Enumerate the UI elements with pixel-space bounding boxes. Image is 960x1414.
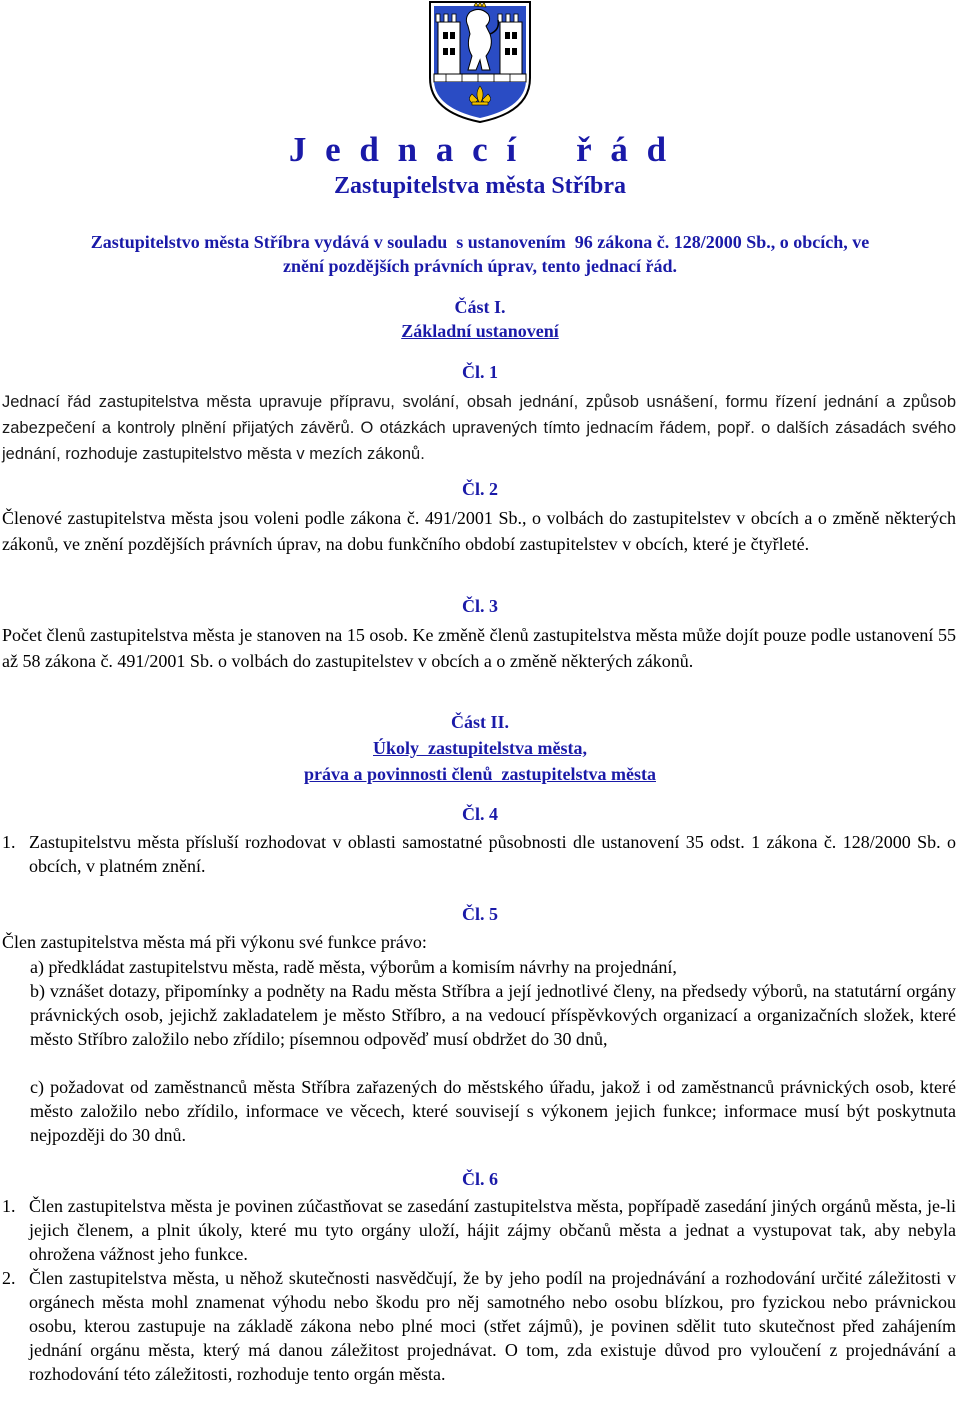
article-3-text: Počet členů zastupitelstva města je stanoven na 15 osob. Ke změně členů zastupitelstva města může dojít pouze podle ustanovení 55 až 58 zákona č. 491/2001 Sb. o volbách do zastupitelstev v obcích a o změně některých zákonů. (2, 625, 956, 671)
article-5-point-b: b) vznášet dotazy, připomínky a podněty na Radu města Stříbra a její jednotlivé členy, na předsedy výborů, na statutární orgány právnických osob, jejichž zakladatelem je město Stříbro, a na vedoucí příspěvkových organizací a organizačních složek, které město Stříbro založilo nebo zřídilo; písemnou odpověď musí obdržet do 30 dnů, (30, 981, 956, 1049)
article-5-point-a: a) předkládat zastupitelstvu města, radě města, výborům a komisím návrhy na projednání, (30, 957, 677, 977)
intro-paragraph (0, 230, 960, 278)
article-3-label: Čl. 3 (462, 596, 498, 616)
part-2-label: Část II. (450, 712, 509, 732)
item-number: 2. (2, 1268, 16, 1288)
item-number: 1. (2, 1196, 16, 1216)
article-1-label: Čl. 1 (462, 362, 498, 382)
article-5-lead: Člen zastupitelstva města má při výkonu své funkce právo: (2, 932, 427, 952)
item-text: Člen zastupitelstva města je povinen zúčastňovat se zasedání zastupitelstva města, popřípadě zasedání jiných orgánů města, je-li jejich členem, a plnit úkoly, které mu tyto orgány uloží, hájit zájmy občanů města a jednat a vystupovat tak, aby nebyla ohrožena vážnost jeho funkce. (29, 1196, 956, 1264)
document-subtitle: Zastupitelstva města Stříbra (334, 173, 626, 199)
article-2-label: Čl. 2 (462, 479, 498, 499)
part-1-label: Část I. (454, 297, 506, 317)
article-4-label: Čl. 4 (462, 804, 498, 824)
article-6-label: Čl. 6 (462, 1169, 498, 1189)
part-2-title-line-2: práva a povinnosti členů zastupitelstva města (303, 764, 656, 784)
item-text: Člen zastupitelstva města, u něhož skutečnosti nasvědčují, že by jeho podíl na projednávání a rozhodování určité záležitosti v orgánech města mohl znamenat výhodu nebo škodu pro něj samotného nebo osobu blízkou, pro fyzickou nebo právnickou osobu, kterou zastupuje na základě zákona nebo plné moci (střet zájmů), je povinen sdělit tuto skutečnost před zahájením jednání orgánu města, který má danou záležitost projednávat. O tom, zda existuje důvod pro vyloučení z projednávání a rozhodování této záležitosti, rozhoduje tento orgán města. (29, 1268, 956, 1384)
item-text: Zastupitelstvu města přísluší rozhodovat v oblasti samostatné působnosti dle ustanovení 35 odst. 1 zákona č. 128/2000 Sb. o obcích, v platném znění. (29, 832, 956, 876)
article-6-item-2 (2, 1266, 956, 1386)
document-title: J e d n a c í ř á d (288, 130, 672, 169)
article-5-label: Čl. 5 (462, 904, 498, 924)
item-number: 1. (2, 832, 16, 852)
article-4-item-1 (2, 830, 956, 878)
part-1-title: Základní ustanovení (401, 321, 559, 341)
part-2-title-line-1: Úkoly zastupitelstva města, (373, 738, 587, 758)
intro-line-1: Zastupitelstvo města Stříbra vydává v souladu s ustanovením 96 zákona č. 128/2000 Sb., o obcích, ve (90, 232, 870, 252)
intro-line-2: znění pozdějších právních úprav, tento jednací řád. (282, 256, 677, 276)
article-5-point-c: c) požadovat od zaměstnanců města Stříbra zařazených do městského úřadu, jakož i od zaměstnanců právnických osob, které město založilo nebo zřídilo, informace ve věcech, které souvisejí s výkonem jejich funkce; informace musí být poskytnuta nejpozději do 30 dnů. (30, 1077, 956, 1145)
article-6-item-1 (2, 1194, 956, 1266)
city-coat-of-arms-icon (428, 0, 532, 124)
article-1-text: Jednací řád zastupitelstva města upravuje přípravu, svolání, obsah jednání, způsob usnášení, formu řízení jednání a způsob zabezpečení a kontroly plnění přijatých závěrů. O otázkách upravených tímto jednacím řádem, popř. o dalších zásadách svého jednání, rozhoduje zastupitelstvo města v mezích zákonů. (2, 393, 956, 463)
article-2-text: Členové zastupitelstva města jsou voleni podle zákona č. 491/2001 Sb., o volbách do zastupitelstev v obcích a o změně některých zákonů, ve znění pozdějších právních úprav, na dobu funkčního období zastupitelstev v obcích, které je čtyřleté. (2, 508, 956, 554)
